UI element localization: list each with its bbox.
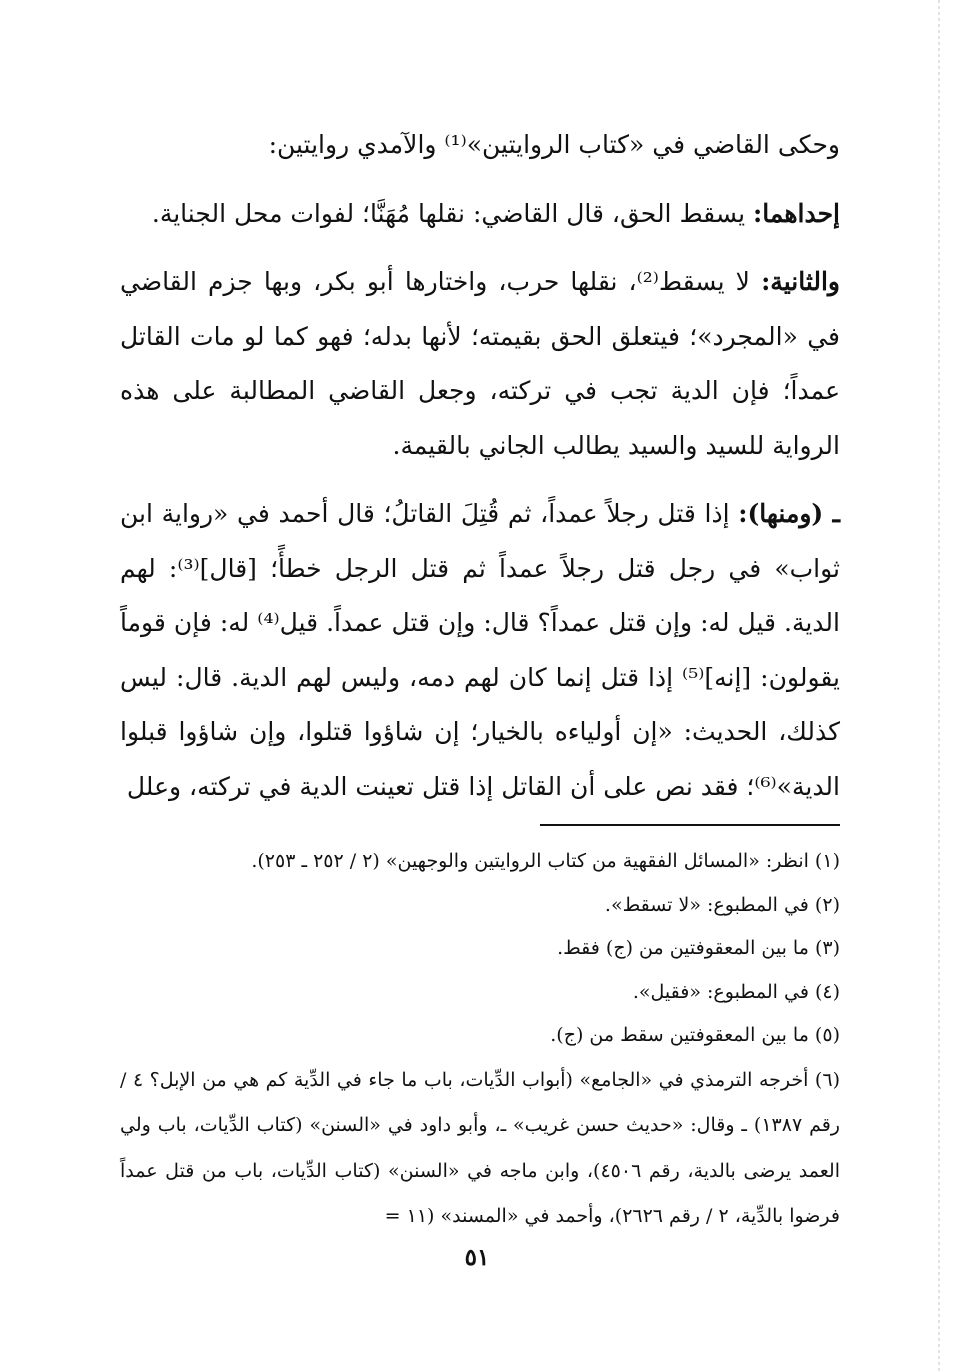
footnotes [120,840,840,1240]
paragraph-first-text: يسقط الحق، قال القاضي: نقلها مُهَنَّا؛ لفوات محل الجناية. [151,198,754,228]
paragraph-second-text: لا يسقط⁽²⁾، نقلها حرب، واختارها أبو بكر، وبها جزم القاضي في «المجرد»؛ فيتعلق الحق بقيمته؛ لأنها بدله؛ فهو كما لو مات القاتل عمداً؛ فإن الدية تجب في تركته، وجعل القاضي المطالبة على هذه الرواية للسيد والسيد يطالب الجاني بالقيمة. [120,267,840,460]
page-number: ٥١ [464,1244,490,1271]
paragraph-case-lead: ـ (ومنها): [738,499,840,528]
paragraph-intro [120,118,840,173]
paragraph-case-text: إذا قتل رجلاً عمداً، ثم قُتِلَ القاتلُ؛ قال أحمد في «رواية ابن ثواب» في رجل قتل رجلاً عمداً ثم قتل الرجل خطأً؛ [قال]⁽³⁾: لهم الدية. قيل له: وإن قتل عمداً؟ قال: وإن قتل عمداً. قيل⁽⁴⁾ له: فإن قوماً يقولون: [إنه]⁽⁵⁾ إذا قتل إنما كان لهم دمه، وليس لهم الدية. قال: ليس كذلك، الحديث: «إن أولياءه بالخيار؛ إن شاؤوا قتلوا، وإن شاؤوا قبلوا الدية»⁽⁶⁾؛ فقد نص على أن القاتل إذا قتل تعينت الدية في تركته، وعلل [120,499,840,801]
footnote-separator-line [540,824,840,826]
footnote-2: (٢) في المطبوع: «لا تسقط». [604,893,840,916]
paragraph-first-lead: إحداهما: [753,198,840,228]
footnote-1: (١) انظر: «المسائل الفقهية من كتاب الروايتين والوجهين» (٢ / ٢٥٢ ـ ٢٥٣). [251,850,840,872]
main-text [120,118,840,814]
footnote-4: (٤) في المطبوع: «فقيل». [632,980,840,1003]
footnote-5: (٥) ما بين المعقوفتين سقط من (ج). [550,1024,840,1046]
page-edge-dots [938,0,940,1372]
paragraph-second-lead: والثانية: [761,267,840,296]
paragraph-intro-text: وحكى القاضي في «كتاب الروايتين»⁽¹⁾ والآمدي روايتين: [268,130,840,159]
paragraph-first-narration [120,187,840,242]
footnote-6: (٦) أخرجه الترمذي في «الجامع» (أبواب الدِّيات، باب ما جاء في الدِّية كم هي من الإبل؟ ٤ / رقم ١٣٨٧) ـ وقال: «حديث حسن غريب» ـ، وأبو داود في «السنن» (كتاب الدِّيات، باب ولي العمد يرضى بالدية، رقم ٤٥٠٦)، وابن ماجه في «السنن» (كتاب الدِّيات، باب من قتل عمداً فرضوا بالدِّية، ٢ / رقم ٢٦٢٦)، وأحمد في «المسند» (١١ = [120,1068,840,1227]
paragraph-second-narration [120,255,840,473]
paragraph-case [120,487,840,814]
footnote-3: (٣) ما بين المعقوفتين من (ج) فقط. [557,937,840,959]
